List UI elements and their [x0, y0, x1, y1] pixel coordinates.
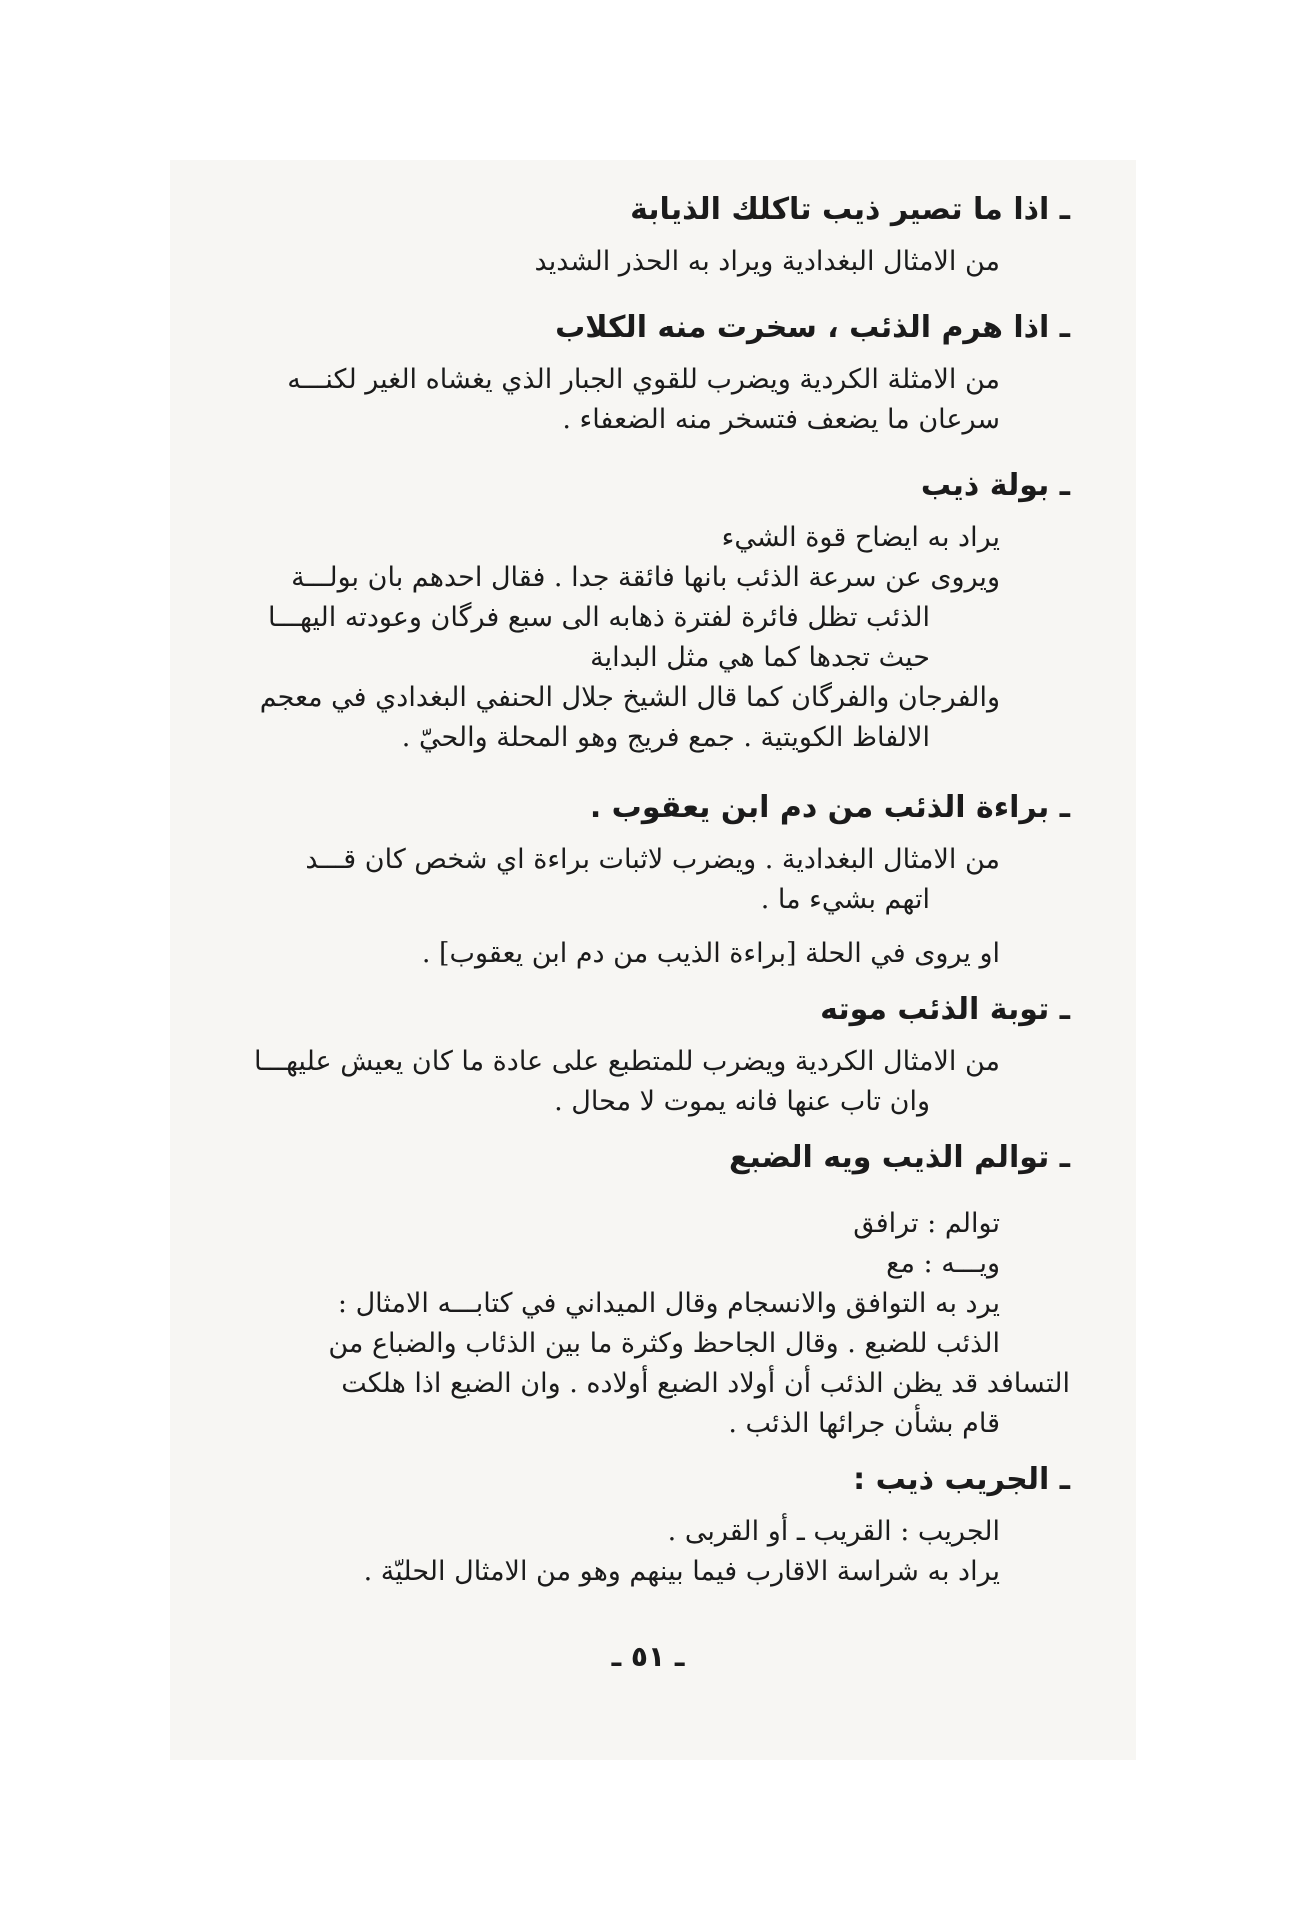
body-line: من الامثلة الكردية ويضرب للقوي الجبار الذي يغشاه الغير لكنـــه: [287, 364, 1000, 395]
entry-body: [210, 840, 1000, 974]
body-line: الجريب : القريب ـ أو القربى .: [667, 1516, 1000, 1547]
entry-heading: ـ توبة الذئب موته: [820, 992, 1070, 1027]
entry-heading: ـ اذا ما تصير ذيب تاكلك الذيابة: [630, 192, 1070, 227]
body-line: من الامثال الكردية ويضرب للمتطبع على عادة ما كان يعيش عليهـــا: [254, 1046, 1000, 1077]
proverb-entry: [210, 1136, 1070, 1444]
entry-heading: ـ الجريب ذيب :: [853, 1462, 1070, 1497]
body-line: والفرجان والفرگان كما قال الشيخ جلال الحنفي البغدادي في معجم: [259, 682, 1000, 713]
entry-body: [210, 1042, 1000, 1122]
page-body: [210, 188, 1070, 1592]
proverb-entry: [210, 988, 1070, 1122]
body-line: قام بشأن جرائها الذئب .: [728, 1408, 1000, 1439]
body-line: من الامثال البغدادية . ويضرب لاثبات براءة اي شخص كان قـــد: [305, 844, 1000, 875]
body-line: التسافد قد يظن الذئب أن أولاد الضبع أولاده . وان الضبع اذا هلكت: [341, 1368, 1070, 1399]
body-line: توالم : ترافق: [853, 1208, 1000, 1239]
entry-body: [210, 360, 1000, 440]
entry-body: [210, 242, 1000, 282]
entry-body: [210, 1190, 1070, 1444]
entry-body: [210, 1512, 1000, 1592]
body-line: يرد به التوافق والانسجام وقال الميداني في كتابـــه الامثال :: [337, 1288, 1000, 1319]
proverb-entry: [210, 306, 1070, 440]
body-line: يراد به شراسة الاقارب فيما بينهم وهو من الامثال الحليّة .: [363, 1556, 1000, 1587]
entry-body: [210, 518, 1000, 758]
proverb-entry: [210, 464, 1070, 758]
entry-heading: ـ توالم الذيب ويه الضبع: [728, 1140, 1070, 1175]
entry-heading: ـ بولة ذيب: [920, 468, 1070, 503]
proverb-entry: [210, 786, 1070, 974]
body-line: ويـــه : مع: [886, 1248, 1000, 1279]
proverb-entry: [210, 1458, 1070, 1592]
body-line: الذئب تظل فائرة لفترة ذهابه الى سبع فرگان وعودته اليهـــا: [267, 602, 930, 633]
entry-heading: ـ براءة الذئب من دم ابن يعقوب .: [589, 790, 1070, 825]
body-line: الالفاظ الكويتية . جمع فريج وهو المحلة والحيّ .: [401, 722, 930, 753]
body-line: يراد به ايضاح قوة الشيء: [721, 522, 1000, 553]
body-line: او يروى في الحلة [براءة الذيب من دم ابن يعقوب] .: [421, 938, 1000, 969]
body-line: سرعان ما يضعف فتسخر منه الضعفاء .: [562, 404, 1000, 435]
page-number: ـ ٥١ ـ: [611, 1640, 685, 1673]
body-line: اتهم بشيء ما .: [760, 884, 930, 915]
body-line: وان تاب عنها فانه يموت لا محال .: [554, 1086, 930, 1117]
body-line: الذئب للضبع . وقال الجاحظ وكثرة ما بين الذئاب والضباع من: [328, 1328, 1000, 1359]
body-line: من الامثال البغدادية ويراد به الحذر الشديد: [534, 246, 1000, 277]
proverb-entry: [210, 188, 1070, 282]
body-line: ويروى عن سرعة الذئب بانها فائقة جدا . فقال احدهم بان بولـــة: [291, 562, 1000, 593]
body-line: حيث تجدها كما هي مثل البداية: [590, 642, 930, 673]
entry-heading: ـ اذا هرم الذئب ، سخرت منه الكلاب: [555, 310, 1070, 345]
